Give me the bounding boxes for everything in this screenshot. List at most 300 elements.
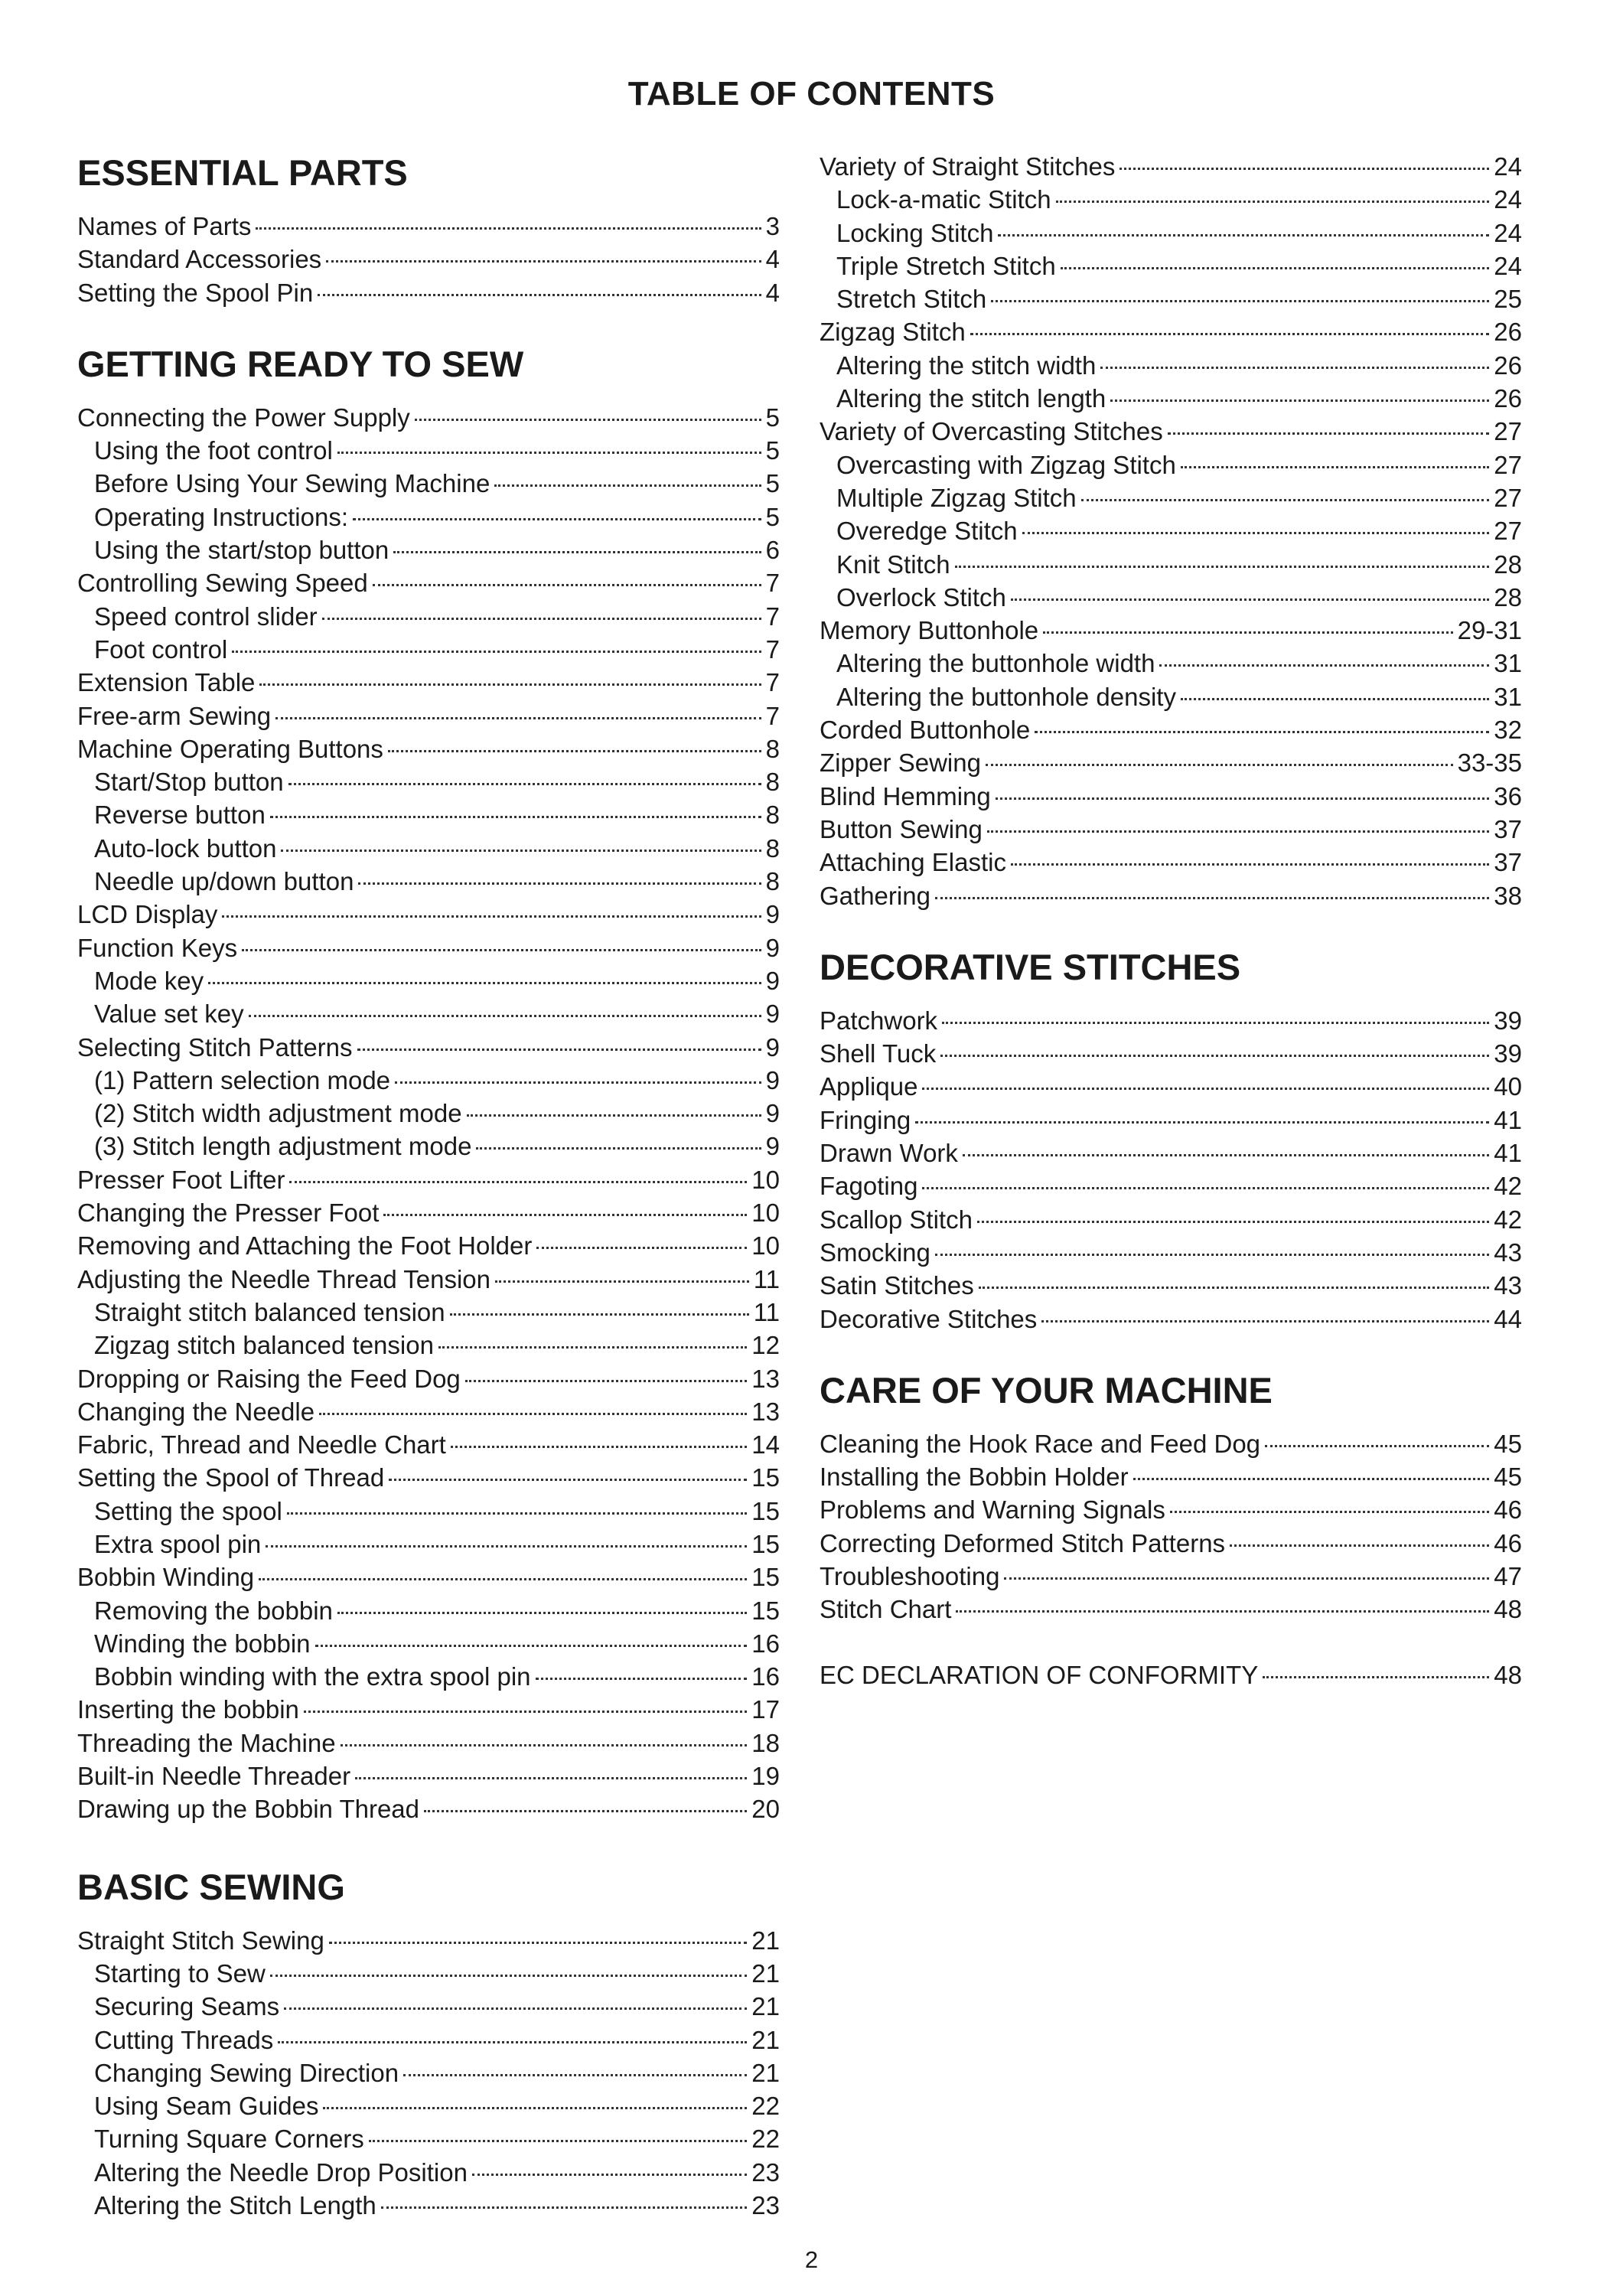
section-decorative-stitches [820,944,1522,1336]
toc-entry [77,1957,780,1990]
dot-leader [275,717,761,719]
toc-entry-title: Dropping or Raising the Feed Dog [77,1364,461,1393]
dot-leader [1230,1544,1489,1547]
toc-entry-title: Variety of Overcasting Stitches [820,417,1163,446]
toc-entry-title: Adjusting the Needle Thread Tension [77,1264,490,1293]
dot-leader [467,1114,761,1117]
toc-entry-page: 24 [1494,152,1522,181]
toc-entry-page: 31 [1494,649,1522,678]
toc-entry [77,1064,780,1097]
dot-leader [476,1147,761,1150]
toc-entry [77,2122,780,2155]
toc-entry [77,600,780,633]
toc-entry [820,349,1522,382]
toc-entry-page: 8 [765,768,780,797]
toc-entry [77,533,780,566]
toc-entry-page: 11 [753,1264,780,1293]
dot-leader [1043,631,1452,634]
toc-entry-title: Fringing [820,1105,911,1134]
toc-entry-title: Overedge Stitch [836,517,1018,546]
toc-entry-page: 20 [751,1795,780,1824]
toc-entry-title: Satin Stitches [820,1271,974,1300]
toc-entry-page: 22 [751,2125,780,2154]
toc-entry-title: Cleaning the Hook Race and Feed Dog [820,1429,1261,1458]
dot-leader [1110,400,1489,402]
toc-entry-title: Machine Operating Buttons [77,734,383,763]
toc-entry [77,1792,780,1825]
toc-entry-title: Removing the bobbin [94,1596,333,1625]
dot-leader [319,1413,747,1415]
toc-entry [820,1203,1522,1236]
toc-entry-title: Starting to Sew [94,1958,266,1988]
dot-leader [242,949,761,951]
page-title: TABLE OF CONTENTS [627,75,996,113]
toc-entry-page: 37 [1494,848,1522,877]
toc-entry-page: 8 [765,734,780,763]
toc-entry [77,798,780,831]
toc-entry-page: 28 [1494,550,1522,579]
toc-entry-page: 42 [1494,1205,1522,1234]
toc-entry [77,1031,780,1064]
toc-entry [820,1104,1522,1137]
dot-leader [942,1022,1489,1024]
dot-leader [373,584,761,586]
dot-leader [337,452,761,454]
toc-entry-title: (3) Stitch length adjustment mode [94,1132,472,1161]
toc-entry [77,1495,780,1528]
toc-entry-title: Free-arm Sewing [77,701,272,730]
toc-entry [820,1427,1522,1460]
toc-entry-title: Drawn Work [820,1139,958,1168]
dot-leader [278,2041,747,2043]
toc-entry-page: 13 [751,1397,780,1426]
section-basic-sewing-continued [820,150,1522,912]
toc-entry-title: Corded Buttonhole [820,716,1031,745]
toc-entry-page: 25 [1494,285,1522,314]
toc-entry [77,1229,780,1262]
dot-leader [986,764,1453,766]
toc-entry-title: Decorative Stitches [820,1304,1038,1333]
toc-entry-title: Extra spool pin [94,1529,262,1558]
toc-entry-page: 7 [765,602,780,631]
toc-entry [77,1263,780,1296]
toc-entry-page: 27 [1494,483,1522,512]
dot-leader [940,1055,1489,1057]
toc-entry-title: Applique [820,1072,918,1101]
toc-entry-title: Zigzag Stitch [820,318,966,347]
toc-entry-page: 45 [1494,1463,1522,1492]
dot-leader [922,1187,1489,1189]
toc-entry-title: Setting the Spool Pin [77,278,314,307]
toc-entry-page: 24 [1494,218,1522,247]
toc-entry-page: 40 [1494,1072,1522,1101]
toc-entry-title: Triple Stretch Stitch [836,251,1056,280]
toc-entry-page: 9 [765,966,780,995]
toc-list [77,401,780,1826]
toc-entry-page: 5 [765,469,780,498]
toc-entry-page: 17 [751,1695,780,1724]
toc-entry-title: Removing and Attaching the Foot Holder [77,1231,533,1261]
toc-entry-page: 9 [765,1065,780,1094]
toc-entry-page: 26 [1494,318,1522,347]
toc-entry [77,765,780,798]
toc-entry-page: 9 [765,1099,780,1128]
toc-entry-page: 31 [1494,682,1522,711]
toc-entry-title: Altering the stitch length [836,384,1106,413]
toc-entry-page: 8 [765,867,780,896]
toc-entry-page: 21 [751,2058,780,2087]
toc-entry-title: Value set key [94,1000,244,1029]
toc-entry [820,548,1522,581]
toc-entry-title: Mode key [94,966,204,995]
toc-entry-title: Connecting the Power Supply [77,403,410,432]
toc-entry [820,1236,1522,1269]
toc-entry-title: Zipper Sewing [820,748,981,778]
toc-entry-page: 21 [751,2025,780,2054]
dot-leader [383,1214,747,1216]
toc-entry [77,566,780,599]
toc-entry-page: 43 [1494,1271,1522,1300]
section-basic-sewing [77,1864,780,2223]
toc-entry [820,647,1522,680]
toc-entry [77,434,780,467]
dot-leader [977,1221,1489,1223]
toc-entry-page: 27 [1494,417,1522,446]
toc-entry-page: 9 [765,1032,780,1062]
toc-entry [77,931,780,964]
toc-entry-title: Button Sewing [820,814,983,843]
toc-entry-title: Function Keys [77,933,238,962]
dot-leader [1035,731,1489,733]
dot-leader [998,234,1489,236]
toc-entry [77,2024,780,2056]
toc-entry [820,1593,1522,1626]
toc-entry [820,581,1522,614]
toc-entry-title: Overcasting with Zigzag Stitch [836,450,1176,479]
toc-entry-page: 32 [1494,716,1522,745]
toc-entry-title: Blind Hemming [820,781,991,810]
dot-leader [1263,1676,1489,1678]
toc-entry [77,243,780,276]
toc-entry-title: Bobbin winding with the extra spool pin [94,1662,531,1691]
dot-leader [438,1346,747,1349]
toc-entry [77,210,780,243]
toc-entry [77,1990,780,2023]
toc-entry-page: 15 [751,1596,780,1625]
toc-entry-page: 39 [1494,1006,1522,1035]
toc-entry-title: Using Seam Guides [94,2092,319,2121]
toc-entry [820,249,1522,282]
toc-entry [77,700,780,732]
dot-leader [465,1380,747,1382]
toc-entry-title: Threading the Machine [77,1728,336,1757]
toc-entry-page: 24 [1494,185,1522,214]
dot-leader [326,260,761,263]
toc-entry-title: Operating Instructions: [94,502,348,531]
dot-leader [389,1479,747,1481]
toc-entry [77,1395,780,1428]
toc-entry-title: Variety of Straight Stitches [820,152,1116,181]
dot-leader [341,1744,748,1746]
toc-entry-page: 33-35 [1457,748,1522,778]
toc-entry-page: 5 [765,403,780,432]
dot-leader [388,750,761,752]
toc-entry-page: 5 [765,436,780,465]
toc-entry [820,846,1522,879]
page-number: 2 [804,2246,819,2273]
dot-leader [1022,532,1490,534]
dot-leader [415,419,761,421]
section-heading: BASIC SEWING [77,1866,345,1907]
toc-entry-page: 26 [1494,384,1522,413]
toc-entry [77,2189,780,2222]
dot-leader [472,2174,747,2176]
toc-entry-page: 8 [765,801,780,830]
toc-entry-title: Shell Tuck [820,1039,937,1068]
dot-leader [369,2140,747,2142]
dot-leader [318,294,761,296]
toc-entry [820,1004,1522,1037]
toc-entry-title: Fagoting [820,1172,918,1201]
toc-entry-page: 26 [1494,351,1522,380]
dot-leader [536,1247,747,1249]
dot-leader [1100,367,1489,369]
toc-entry [820,614,1522,647]
toc-entry [77,666,780,699]
dot-leader [1119,168,1489,170]
left-column [77,150,780,2222]
toc-entry [77,2156,780,2189]
toc-entry-page: 19 [751,1762,780,1791]
dot-leader [1004,1577,1489,1580]
toc-entry-title: Setting the Spool of Thread [77,1463,385,1492]
dot-leader [956,1610,1489,1613]
dot-leader [450,1313,749,1316]
toc-entry-title: Scallop Stitch [820,1205,973,1234]
toc-entry [820,514,1522,547]
dot-leader [270,816,761,818]
toc-entry-title: Cutting Threads [94,2025,274,2054]
dot-leader [979,1287,1490,1289]
toc-entry [77,832,780,865]
toc-entry-title: Altering the buttonhole width [836,649,1155,678]
toc-entry [77,1097,780,1130]
dot-leader [1265,1445,1489,1447]
toc-entry [820,315,1522,348]
dot-leader [304,1711,747,1713]
toc-entry-page: 7 [765,569,780,598]
dot-leader [357,1049,761,1051]
toc-entry-title: Winding the bobbin [94,1629,311,1658]
dot-leader [284,2007,747,2010]
dot-leader [353,518,761,520]
toc-entry-title: Lock-a-matic Stitch [836,185,1051,214]
toc-entry [77,1329,780,1362]
toc-entry-title: Altering the Stitch Length [94,2191,376,2220]
toc-entry-page: 23 [751,2157,780,2187]
toc-entry [77,1296,780,1329]
toc-entry-title: Start/Stop button [94,768,284,797]
dot-leader [358,882,761,885]
dot-leader [232,651,761,653]
toc-entry-title: Changing the Presser Foot [77,1199,380,1228]
toc-entry-page: 16 [751,1662,780,1691]
dot-leader [996,797,1490,800]
toc-entry-title: (2) Stitch width adjustment mode [94,1099,462,1128]
toc-entry-title: Inserting the bobbin [77,1695,299,1724]
toc-entry [820,1070,1522,1103]
toc-entry-title: Attaching Elastic [820,848,1006,877]
toc-entry-title: Foot control [94,634,228,664]
dot-leader [337,1612,747,1614]
toc-entry-title: Fabric, Thread and Needle Chart [77,1430,446,1459]
dot-leader [494,484,761,487]
toc-list [77,1924,780,2223]
toc-entry [820,879,1522,912]
dot-leader [315,1645,748,1647]
section-heading: DECORATIVE STITCHES [820,946,1241,987]
toc-entry-page: 14 [751,1430,780,1459]
toc-entry-page: 46 [1494,1495,1522,1525]
dot-leader [424,1810,747,1812]
toc-entry-title: Memory Buttonhole [820,616,1039,645]
toc-entry-title: Troubleshooting [820,1561,1000,1590]
dot-leader [256,227,761,230]
dot-leader [495,1280,749,1283]
toc-entry-title: Needle up/down button [94,867,354,896]
toc-entry [820,415,1522,448]
toc-entry-page: 15 [751,1563,780,1592]
toc-entry-title: Before Using Your Sewing Machine [94,469,490,498]
toc-entry-title: Using the start/stop button [94,536,389,565]
dot-leader [963,1154,1489,1156]
toc-entry-page: 41 [1494,1105,1522,1134]
toc-entry-page: 7 [765,668,780,697]
toc-entry [820,448,1522,481]
toc-entry [77,401,780,434]
toc-entry [77,1130,780,1163]
toc-entry-title: Altering the stitch width [836,351,1097,380]
dot-leader [208,982,761,984]
dot-leader [1061,267,1490,269]
toc-entry [820,780,1522,813]
dot-leader [259,683,761,686]
toc-entry-page: 10 [751,1199,780,1228]
toc-entry-page: 48 [1494,1660,1522,1689]
toc-entry [820,150,1522,183]
section-declaration [820,1658,1522,1691]
dot-leader [991,300,1489,302]
dot-leader [915,1121,1489,1124]
toc-entry-title: Controlling Sewing Speed [77,569,368,598]
dot-leader [281,850,761,852]
toc-entry [820,481,1522,514]
toc-entry-page: 7 [765,701,780,730]
dot-leader [970,333,1490,335]
toc-entry-page: 4 [765,245,780,274]
toc-entry-page: 15 [751,1463,780,1492]
dot-leader [222,915,761,918]
dot-leader [1011,863,1489,866]
toc-entry [77,1693,780,1726]
toc-entry-page: 42 [1494,1172,1522,1201]
dot-leader [393,551,761,553]
toc-entry [77,898,780,931]
dot-leader [1041,1320,1489,1322]
toc-entry [820,746,1522,779]
toc-entry [820,1658,1522,1691]
toc-entry-page: 3 [765,212,780,240]
dot-leader [403,2074,747,2076]
toc-entry-title: Changing Sewing Direction [94,2058,399,2087]
toc-entry [820,1303,1522,1336]
toc-entry [77,1924,780,1957]
toc-entry-page: 27 [1494,517,1522,546]
toc-entry-title: Gathering [820,881,930,910]
section-heading: ESSENTIAL PARTS [77,152,408,193]
toc-entry [820,1269,1522,1302]
toc-entry-page: 18 [751,1728,780,1757]
toc-entry-title: Smocking [820,1238,930,1267]
toc-entry-page: 21 [751,1958,780,1988]
toc-entry [820,713,1522,746]
toc-entry-title: Standard Accessories [77,245,322,274]
dot-leader [395,1081,761,1084]
toc-entry [820,680,1522,713]
toc-entry-page: 43 [1494,1238,1522,1267]
toc-entry-title: Patchwork [820,1006,938,1035]
toc-list [77,210,780,309]
dot-leader [249,1015,761,1017]
dot-leader [323,2107,747,2109]
toc-entry-page: 27 [1494,450,1522,479]
toc-entry [820,1460,1522,1493]
toc-entry-title: Bobbin Winding [77,1563,255,1592]
toc-entry-page: 4 [765,278,780,307]
section-heading: CARE OF YOUR MACHINE [820,1369,1273,1411]
toc-entry-title: EC DECLARATION OF CONFORMITY [820,1660,1259,1689]
toc-entry-page: 11 [753,1297,780,1326]
toc-entry-title: Straight Stitch Sewing [77,1926,324,1955]
toc-entry [77,467,780,500]
toc-entry-page: 37 [1494,814,1522,843]
dot-leader [536,1678,748,1680]
toc-entry-page: 10 [751,1165,780,1194]
toc-entry-title: LCD Display [77,900,218,929]
toc-entry [77,1528,780,1561]
dot-leader [289,1181,747,1183]
toc-entry [77,1196,780,1229]
toc-entry-page: 9 [765,933,780,962]
toc-entry [820,813,1522,846]
toc-entry [77,1594,780,1627]
toc-entry [820,1169,1522,1202]
dot-leader [1181,698,1489,700]
toc-entry [77,1627,780,1660]
toc-entry-page: 23 [751,2191,780,2220]
dot-leader [381,2206,748,2209]
section-getting-ready-to-sew [77,341,780,1826]
toc-entry [77,276,780,309]
dot-leader [1133,1478,1490,1480]
toc-entry-title: Built-in Needle Threader [77,1762,351,1791]
toc-entry [77,732,780,765]
toc-entry-title: Straight stitch balanced tension [94,1297,445,1326]
toc-entry [77,1362,780,1395]
toc-entry-page: 9 [765,1132,780,1161]
toc-list [820,1004,1522,1336]
toc-entry-title: Stretch Stitch [836,285,987,314]
